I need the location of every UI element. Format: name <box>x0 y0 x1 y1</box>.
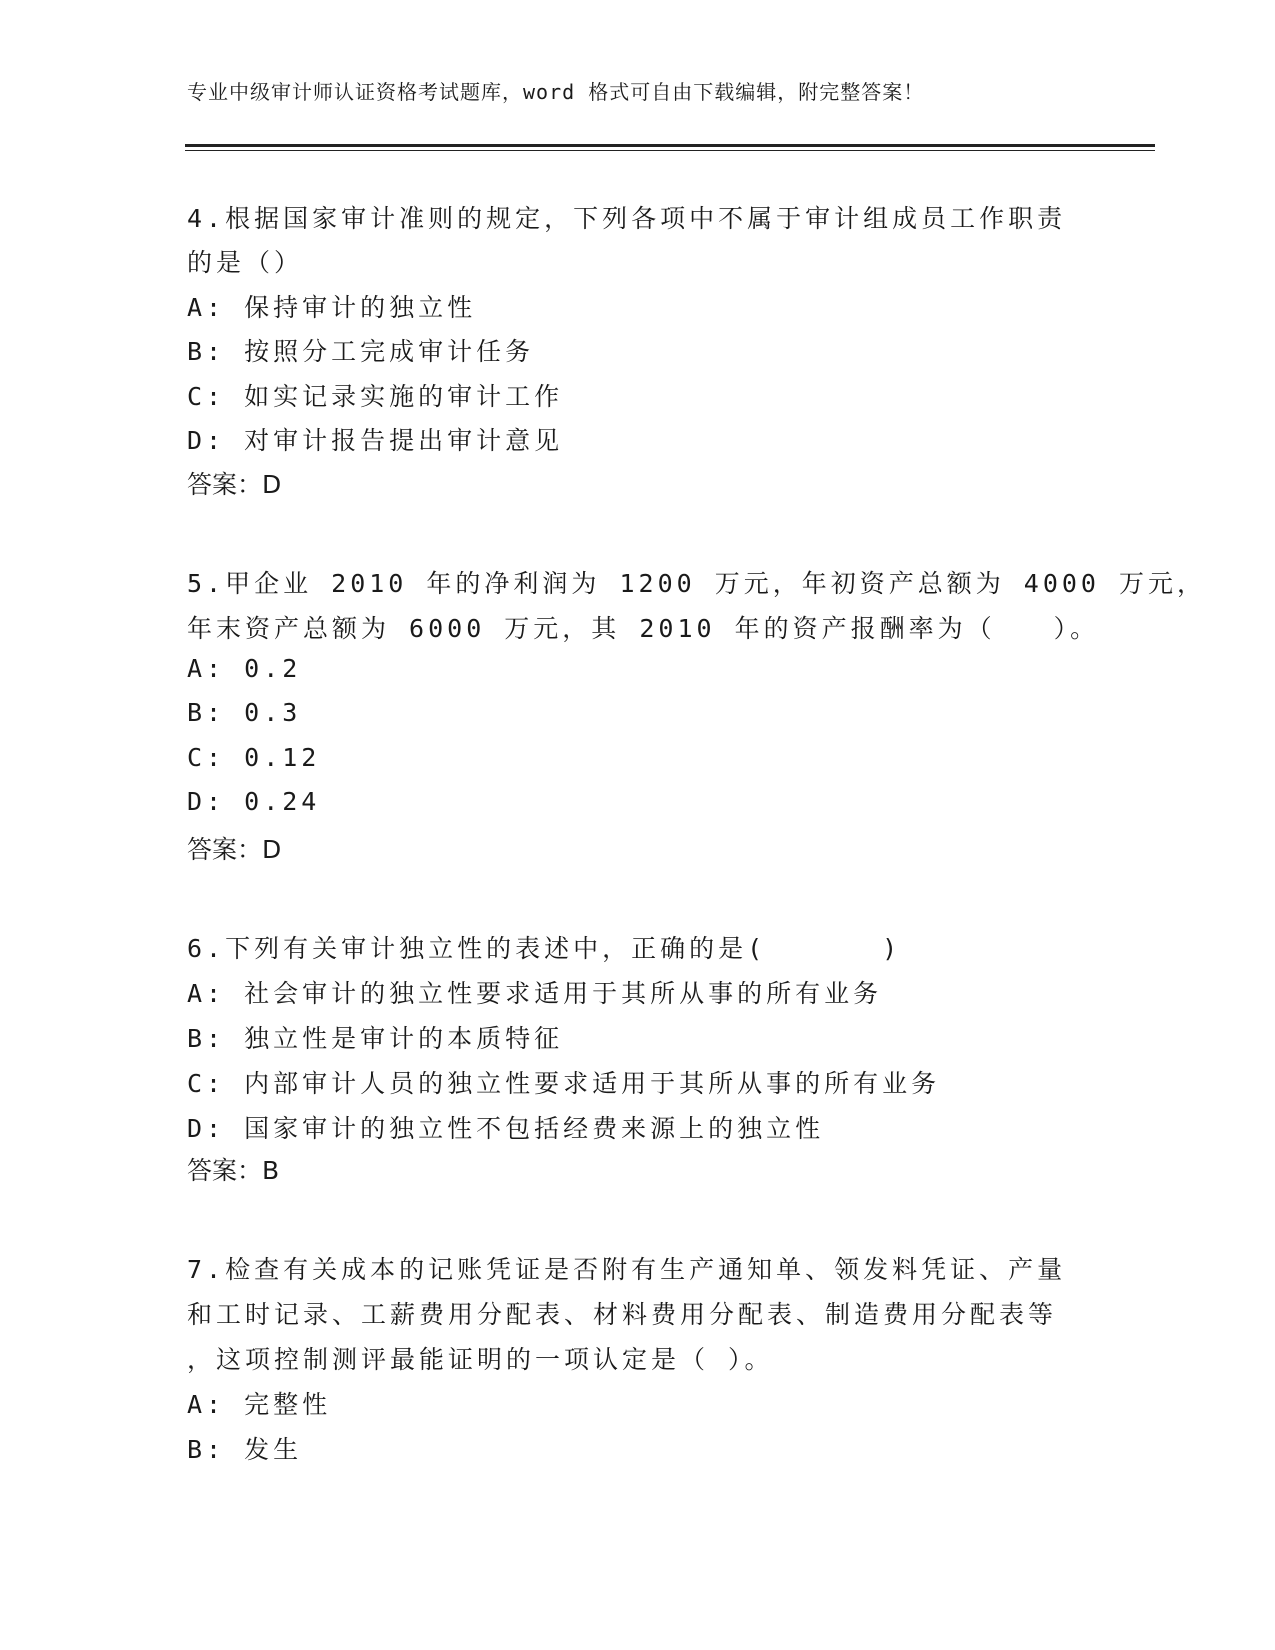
question-7-stem-line-3: ，这项控制测评最能证明的一项认定是（ ）。 <box>187 1345 774 1374</box>
header-divider-thin <box>185 150 1155 151</box>
question-4-option-a: A: 保持审计的独立性 <box>187 293 477 322</box>
question-6-answer: 答案：B <box>187 1156 280 1185</box>
question-4-option-b: B: 按照分工完成审计任务 <box>187 337 535 366</box>
header-divider-thick <box>185 144 1155 147</box>
question-5-option-c: C: 0.12 <box>187 743 321 772</box>
question-7-option-a: A: 完整性 <box>187 1390 332 1419</box>
question-4-option-c: C: 如实记录实施的审计工作 <box>187 382 564 411</box>
question-4-stem-line-2: 的是（） <box>187 248 304 277</box>
question-5-option-d: D: 0.24 <box>187 787 321 816</box>
question-7-stem-line-1: 7.检查有关成本的记账凭证是否附有生产通知单、领发料凭证、产量 <box>187 1255 1067 1284</box>
question-4-stem-line-1: 4.根据国家审计准则的规定，下列各项中不属于审计组成员工作职责 <box>187 204 1067 233</box>
question-4-option-d: D: 对审计报告提出审计意见 <box>187 426 564 455</box>
question-7-stem-line-2: 和工时记录、工薪费用分配表、材料费用分配表、制造费用分配表等 <box>187 1300 1058 1329</box>
question-6-option-a: A: 社会审计的独立性要求适用于其所从事的所有业务 <box>187 979 883 1008</box>
question-6-stem-line-1: 6.下列有关审计独立性的表述中，正确的是( ) <box>187 934 902 963</box>
question-6-option-c: C: 内部审计人员的独立性要求适用于其所从事的所有业务 <box>187 1069 941 1098</box>
question-6-option-d: D: 国家审计的独立性不包括经费来源上的独立性 <box>187 1114 825 1143</box>
question-5-answer: 答案：D <box>187 835 282 864</box>
question-4-answer: 答案：D <box>187 470 282 499</box>
question-5-stem-line-2: 年末资产总额为 6000 万元，其 2010 年的资产报酬率为（ ）。 <box>187 614 1100 643</box>
question-6-option-b: B: 独立性是审计的本质特征 <box>187 1024 564 1053</box>
header-note: 专业中级审计师认证资格考试题库，word 格式可自由下载编辑，附完整答案！ <box>187 80 925 104</box>
question-5-option-b: B: 0.3 <box>187 698 302 727</box>
question-5-option-a: A: 0.2 <box>187 654 302 683</box>
question-7-option-b: B: 发生 <box>187 1435 303 1464</box>
question-5-stem-line-1: 5.甲企业 2010 年的净利润为 1200 万元，年初资产总额为 4000 万元， <box>187 569 1207 598</box>
